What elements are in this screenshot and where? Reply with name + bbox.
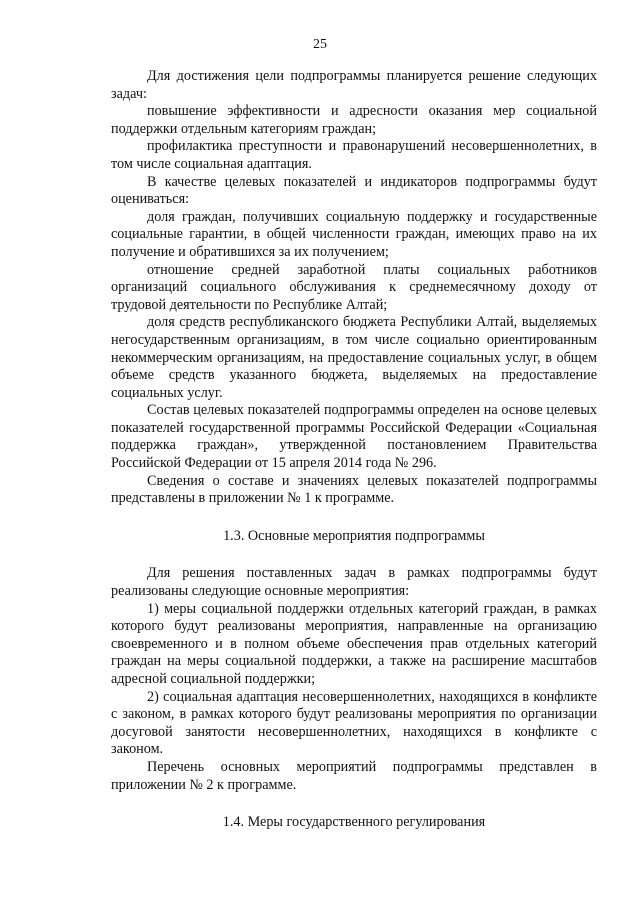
- paragraph-activity-social-adaptation: 2) социальная адаптация несовершеннолетних, находящихся в конфликте с законом, в рамках которого будут реализованы мероприятия по организации досуговой занятости несовершеннолетних, находящихся в конфликте с законом.: [111, 688, 597, 758]
- paragraph-indicators-basis: Состав целевых показателей подпрограммы определен на основе целевых показателей государственной программы Российской Федерации «Социальная поддержка граждан», утвержденной постановлением Правительства Российской Федерации от 15 апреля 2014 года № 296.: [111, 402, 597, 472]
- paragraph-activities-intro: Для решения поставленных задач в рамках подпрограммы будут реализованы следующие основные мероприятия:: [111, 565, 597, 600]
- paragraph-task-efficiency: повышение эффективности и адресности оказания мер социальной поддержки отдельным категориям граждан;: [111, 103, 597, 137]
- paragraph-tasks-intro: Для достижения цели подпрограммы планируется решение следующих задач:: [111, 68, 597, 102]
- paragraph-activities-appendix: Перечень основных мероприятий подпрограммы представлен в приложении № 2 к программе.: [111, 758, 597, 793]
- paragraph-activity-support-measures: 1) меры социальной поддержки отдельных категорий граждан, в рамках которого будут реализованы мероприятия, направленные на организацию своевременного и в полном объеме обеспечения прав отдельных категорий граждан на меры социальной поддержки, а также на расширение масштабов адресной социальной поддержки;: [111, 600, 597, 687]
- paragraph-indicator-budget-share: доля средств республиканского бюджета Республики Алтай, выделяемых негосударственным организациям, в том числе социально ориентированным некоммерческим организациям, на предоставление социальных услуг, в общем объеме средств указанного бюджета, выделяемых на предоставление социальных услуг.: [111, 314, 597, 401]
- page-number: 25: [313, 37, 327, 52]
- paragraph-indicator-share-citizens: доля граждан, получивших социальную поддержку и государственные социальные гарантии, в общей численности граждан, имеющих право на их получение и обратившихся за их получением;: [111, 208, 597, 260]
- paragraph-indicators-appendix: Сведения о составе и значениях целевых показателей подпрограммы представлены в приложении № 1 к программе.: [111, 472, 597, 507]
- section-heading-main-activities: 1.3. Основные мероприятия подпрограммы: [223, 527, 485, 544]
- paragraph-task-prevention: профилактика преступности и правонарушений несовершеннолетних, в том числе социальная адаптация.: [111, 138, 597, 172]
- paragraph-indicator-salary-ratio: отношение средней заработной платы социальных работников организаций социального обслуживания к среднемесячному доходу от трудовой деятельности по Республике Алтай;: [111, 261, 597, 313]
- section-heading-state-regulation: 1.4. Меры государственного регулирования: [222, 814, 486, 831]
- document-body: [111, 68, 597, 832]
- paragraph-indicators-intro: В качестве целевых показателей и индикаторов подпрограммы будут оцениваться:: [111, 173, 597, 208]
